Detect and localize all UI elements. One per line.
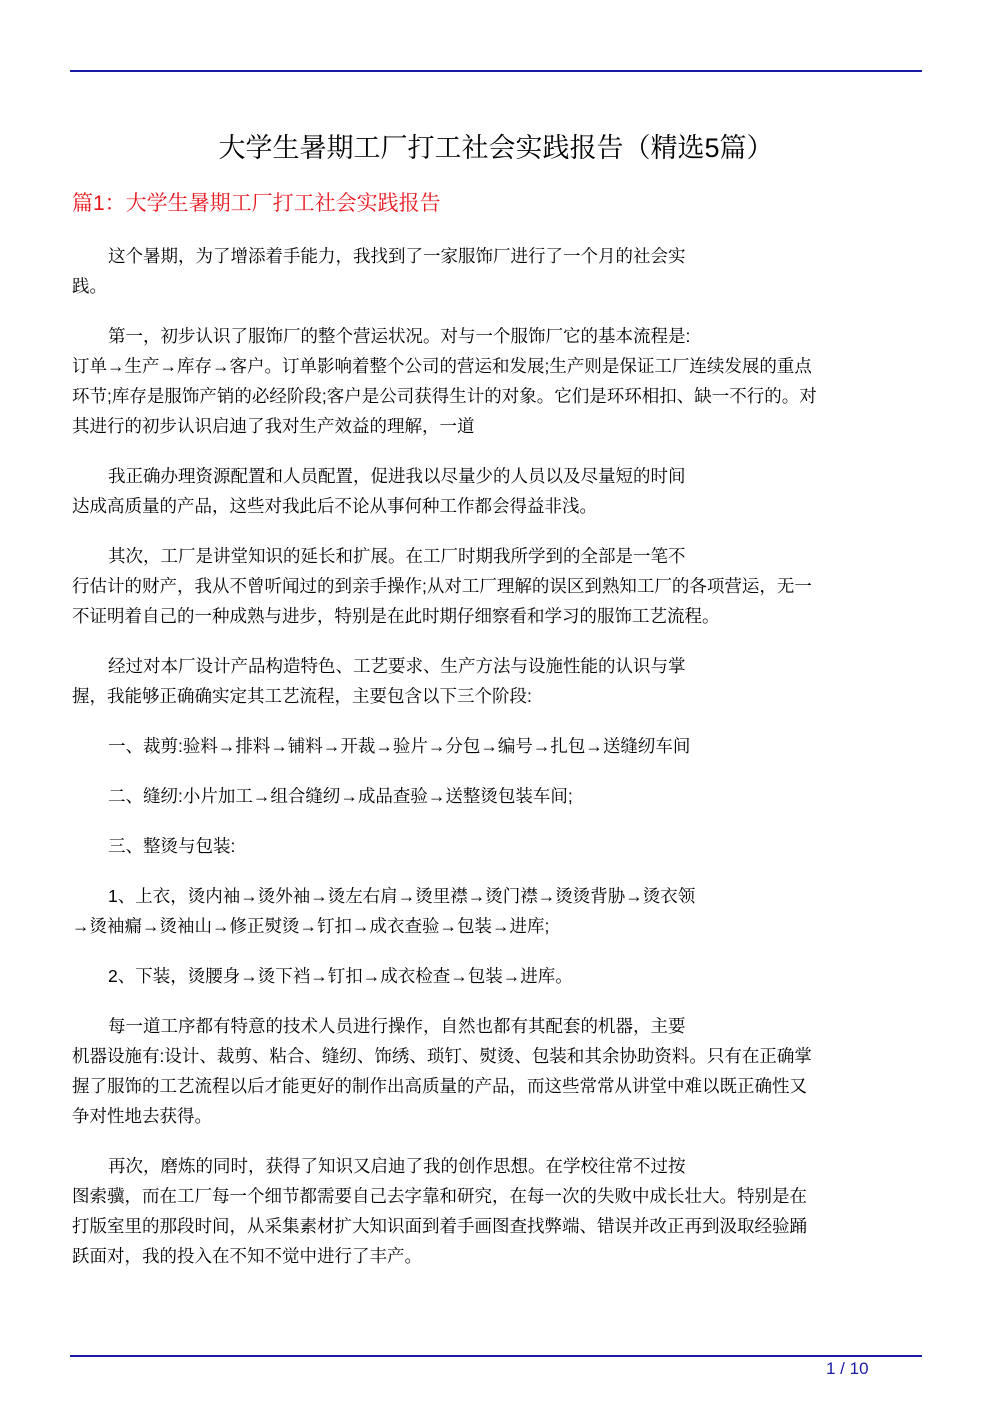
paragraph-line: 这个暑期，为了增添着手能力，我找到了一家服饰厂进行了一个月的社会实: [108, 246, 686, 266]
header-rule: [70, 70, 922, 72]
paragraph-line: 跃面对，我的投入在不知不觉中进行了丰产。: [72, 1246, 422, 1266]
document-body: [72, 241, 932, 1291]
paragraph: [72, 241, 932, 301]
paragraph-line: 每一道工序都有特意的技术人员进行操作，自然也都有其配套的机器，主要: [108, 1016, 686, 1036]
paragraph-line: 争对性地去获得。: [72, 1106, 212, 1126]
paragraph: [72, 881, 932, 941]
paragraph-line: 打版室里的那段时间，从采集素材扩大知识面到着手画图查找弊端、错误并改正再到汲取经验踊: [72, 1216, 807, 1236]
paragraph-line: →烫袖瘺→烫袖山→修正熨烫→钉扣→成衣查验→包装→进库;: [72, 916, 550, 936]
paragraph-line: 第一，初步认识了服饰厂的整个营运状况。对与一个服饰厂它的基本流程是:: [108, 326, 691, 346]
paragraph: [72, 541, 932, 631]
paragraph: [72, 831, 932, 861]
paragraph-line: 我正确办理资源配置和人员配置，促进我以尽量少的人员以及尽量短的时间: [108, 466, 686, 486]
paragraph-line: 握，我能够正确确实定其工艺流程，主要包含以下三个阶段:: [72, 686, 532, 706]
paragraph-line: 订单→生产→库存→客户。订单影响着整个公司的营运和发展;生产则是保证工厂连续发展的重点: [72, 356, 812, 376]
paragraph-line: 三、整烫与包装:: [108, 836, 236, 856]
paragraph-line: 机器设施有:设计、裁剪、粘合、缝纫、饰绣、琐钉、熨烫、包装和其余协助资料。只有在正确掌: [72, 1046, 812, 1066]
paragraph-line: 行估计的财产，我从不曾听闻过的到亲手操作;从对工厂理解的误区到熟知工厂的各项营运，无一: [72, 576, 812, 596]
paragraph: [72, 1011, 932, 1131]
paragraph-line: 达成高质量的产品，这些对我此后不论从事何种工作都会得益非浅。: [72, 496, 597, 516]
paragraph-line: 其进行的初步认识启迪了我对生产效益的理解，一道: [72, 416, 475, 436]
paragraph-line: 不证明着自己的一种成熟与进步，特别是在此时期仔细察看和学习的服饰工艺流程。: [72, 606, 720, 626]
paragraph-line: 经过对本厂设计产品构造特色、工艺要求、生产方法与设施性能的认识与掌: [108, 656, 686, 676]
document-title: 大学生暑期工厂打工社会实践报告（精选5篇）: [218, 133, 774, 163]
page-number: 1 / 10: [826, 1359, 869, 1378]
paragraph: [72, 321, 932, 441]
footer-rule: [70, 1355, 922, 1357]
paragraph: [72, 1151, 932, 1271]
paragraph-line: 践。: [72, 276, 107, 296]
paragraph-line: 再次，磨炼的同时，获得了知识又启迪了我的创作思想。在学校往常不过按: [108, 1156, 686, 1176]
paragraph-line: 握了服饰的工艺流程以后才能更好的制作出高质量的产品，而这些常常从讲堂中难以既正确性又: [72, 1076, 807, 1096]
paragraph-line: 一、裁剪:验料→排料→铺料→开裁→验片→分包→编号→扎包→送缝纫车间: [108, 736, 691, 756]
paragraph-line: 2、下装，烫腰身→烫下裆→钉扣→成衣检查→包装→进库。: [108, 966, 573, 986]
section-heading: 篇1：大学生暑期工厂打工社会实践报告: [72, 192, 441, 215]
paragraph: [72, 781, 932, 811]
paragraph: [72, 731, 932, 761]
paragraph-line: 图索骥，而在工厂每一个细节都需要自己去字靠和研究，在每一次的失败中成长壮大。特别是在: [72, 1186, 807, 1206]
paragraph-line: 环节;库存是服饰产销的必经阶段;客户是公司获得生计的对象。它们是环环相扣、缺一不行的。对: [72, 386, 817, 406]
paragraph: [72, 961, 932, 991]
paragraph: [72, 461, 932, 521]
paragraph: [72, 651, 932, 711]
paragraph-line: 其次，工厂是讲堂知识的延长和扩展。在工厂时期我所学到的全部是一笔不: [108, 546, 686, 566]
paragraph-line: 二、缝纫:小片加工→组合缝纫→成品查验→送整烫包装车间;: [108, 786, 573, 806]
paragraph-line: 1、上衣，烫内袖→烫外袖→烫左右肩→烫里襟→烫门襟→烫烫背胁→烫衣领: [108, 886, 696, 906]
